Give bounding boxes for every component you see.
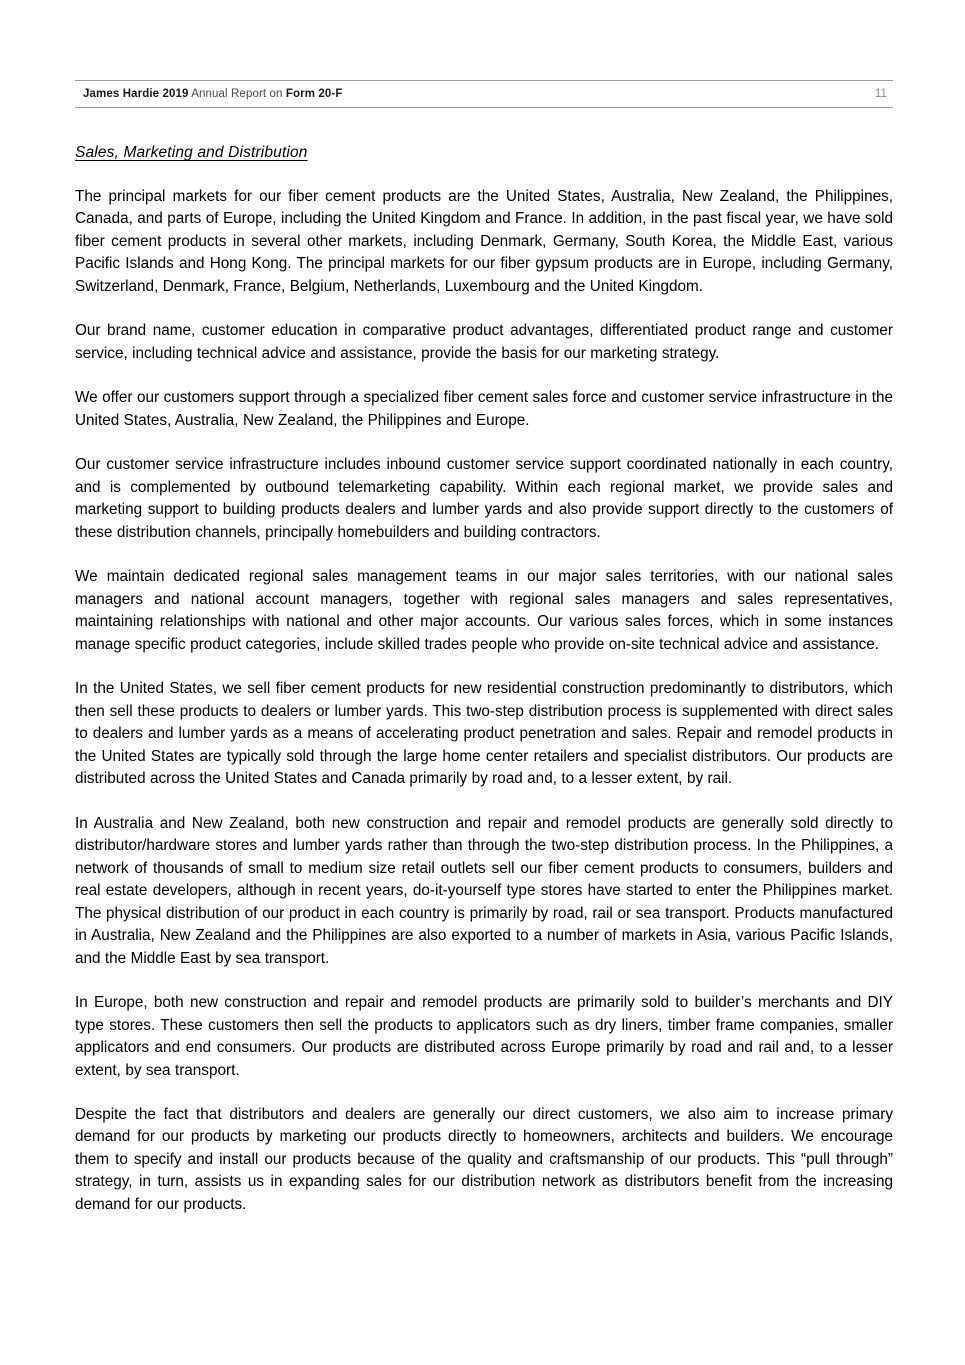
paragraph: We offer our customers support through a specialized fiber cement sales force and customer service infrastructure in the United States, Australia, New Zealand, the Philippines and Europe.	[75, 389, 893, 429]
paragraph: Our customer service infrastructure includes inbound customer service support coordinated nationally in each country, and is complemented by outbound telemarketing capability. Within each regional market, we provide sales and marketing support to building products dealers and lumber yards and also provide support directly to the customers of these distribution channels, principally homebuilders and building contractors.	[75, 456, 893, 541]
page-content	[75, 80, 893, 1216]
running-header-form: Form 20-F	[285, 88, 343, 100]
paragraph: The principal markets for our fiber cement products are the United States, Australia, New Zealand, the Philippines, Canada, and parts of Europe, including the United Kingdom and France. In addition, in the past fiscal year, we have sold fiber cement products in several other markets, including Denmark, Germany, South Korea, the Middle East, various Pacific Islands and Hong Kong. The principal markets for our fiber gypsum products are in Europe, including Germany, Switzerland, Denmark, France, Belgium, Netherlands, Luxembourg and the United Kingdom.	[75, 188, 893, 295]
paragraph: In Europe, both new construction and repair and remodel products are primarily sold to builder’s merchants and DIY type stores. These customers then sell the products to applicators such as dry liners, timber frame companies, smaller applicators and end consumers. Our products are distributed across Europe primarily by road and rail and, to a lesser extent, by sea transport.	[75, 994, 893, 1079]
running-header-company: James Hardie 2019	[83, 88, 189, 100]
page-number: 11	[874, 88, 887, 100]
running-header	[75, 81, 893, 107]
header-bottom-divider	[75, 107, 893, 108]
paragraph: Our brand name, customer education in comparative product advantages, differentiated product range and customer service, including technical advice and assistance, provide the basis for our marketing strategy.	[75, 322, 893, 362]
running-header-text	[83, 88, 343, 100]
section-heading: Sales, Marketing and Distribution	[75, 144, 308, 161]
paragraph: We maintain dedicated regional sales management teams in our major sales territories, with our national sales managers and national account managers, together with regional sales managers and sales representatives, maintaining relationships with national and other major accounts. Our various sales forces, which in some instances manage specific product categories, include skilled trades people who provide on-site technical advice and assistance.	[75, 568, 893, 653]
running-header-middle: Annual Report on	[188, 88, 286, 100]
paragraph: Despite the fact that distributors and dealers are generally our direct customers, we also aim to increase primary demand for our products by marketing our products directly to homeowners, architects and builders. We encourage them to specify and install our products because of the quality and craftsmanship of our products. This “pull through” strategy, in turn, assists us in expanding sales for our distribution network as distributors benefit from the increasing demand for our products.	[75, 1105, 893, 1213]
paragraph: In the United States, we sell fiber cement products for new residential construction predominantly to distributors, which then sell these products to dealers or lumber yards. This two-step distribution process is supplemented with direct sales to dealers and lumber yards as a means of accelerating product penetration and sales. Repair and remodel products in the United States are typically sold through the large home center retailers and specialist distributors. Our products are distributed across the United States and Canada primarily by road and, to a lesser extent, by rail.	[75, 680, 893, 788]
paragraph: In Australia and New Zealand, both new construction and repair and remodel products are generally sold directly to distributor/hardware stores and lumber yards rather than through the two-step distribution process. In the Philippines, a network of thousands of small to medium size retail outlets sell our fiber cement products to consumers, builders and real estate developers, although in recent years, do-it-yourself type stores have started to enter the Philippines market. The physical distribution of our product in each country is primarily by road, rail or sea transport. Products manufactured in Australia, New Zealand and the Philippines are also exported to a number of markets in Asia, various Pacific Islands, and the Middle East by sea transport.	[75, 814, 893, 967]
